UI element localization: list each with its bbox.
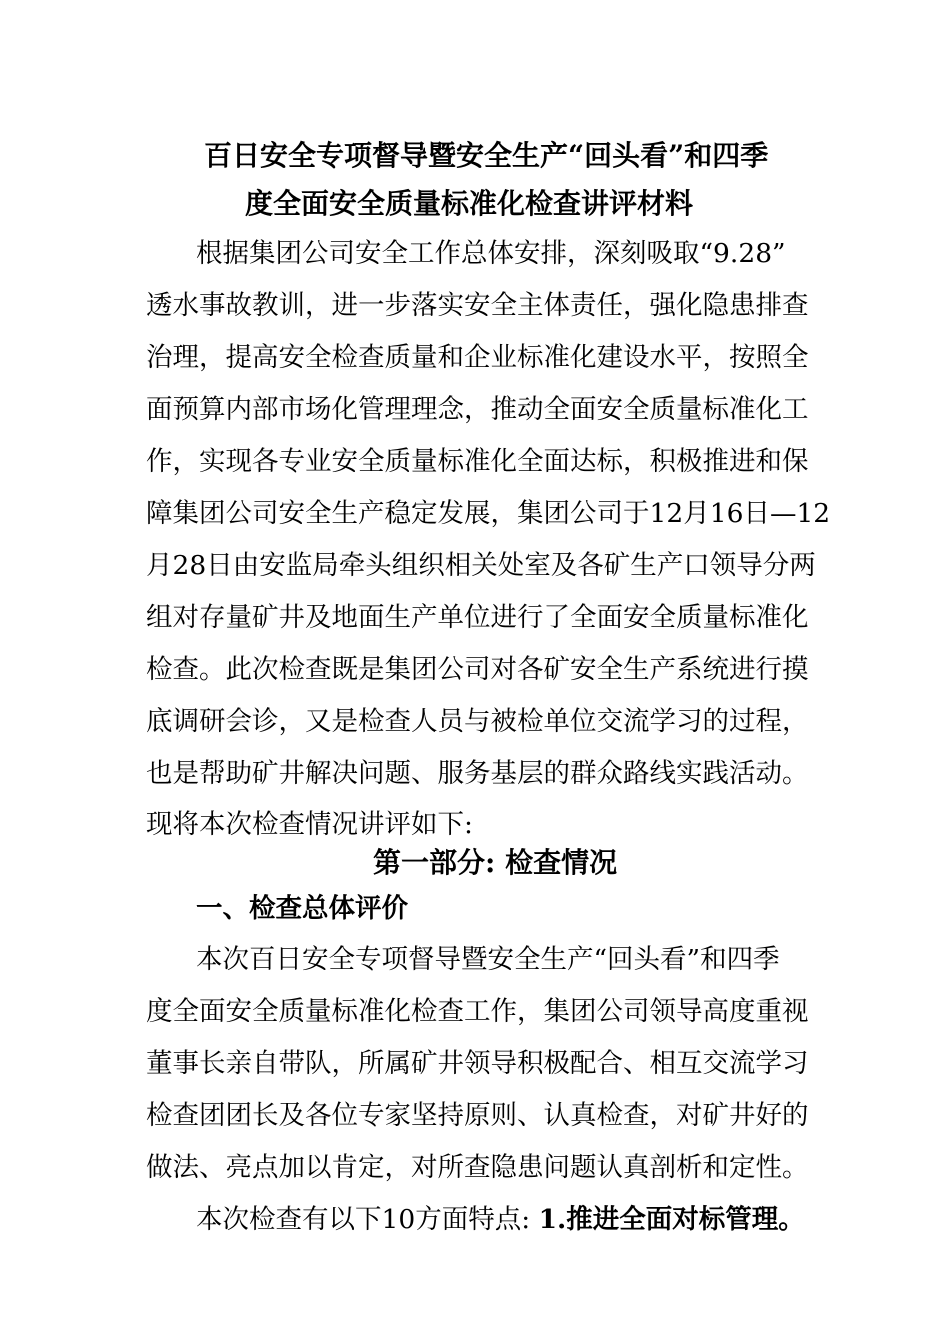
- intro-line-5: 作，实现各专业安全质量标准化全面达标，积极推进和保: [146, 446, 809, 477]
- feature-1-heading: 1.推进全面对标管理。: [538, 1204, 805, 1235]
- features-line: [196, 1203, 805, 1237]
- intro-line-10: 底调研会诊，又是检查人员与被检单位交流学习的过程，: [146, 706, 809, 737]
- intro-line-9: 检查。此次检查既是集团公司对各矿安全生产系统进行摸: [146, 654, 809, 685]
- eval-line-1: 本次百日安全专项督导暨安全生产“回头看”和四季: [196, 944, 780, 975]
- intro-line-3: 治理，提高安全检查质量和企业标准化建设水平，按照全: [146, 342, 809, 373]
- intro-line-11: 也是帮助矿井解决问题、服务基层的群众路线实践活动。: [146, 758, 809, 789]
- document-title-line-1: 百日安全专项督导暨安全生产“回头看”和四季: [204, 139, 769, 172]
- part-heading: 第一部分: 检查情况: [373, 846, 618, 879]
- section-heading: 一、检查总体评价: [196, 893, 408, 924]
- eval-line-3: 董事长亲自带队，所属矿井领导积极配合、相互交流学习: [146, 1048, 809, 1079]
- intro-line-7: 月28日由安监局牵头组织相关处室及各矿生产口领导分两: [146, 550, 816, 581]
- eval-line-4: 检查团团长及各位专家坚持原则、认真检查，对矿井好的: [146, 1100, 809, 1131]
- document-title-line-2: 度全面安全质量标准化检查讲评材料: [245, 187, 694, 220]
- eval-line-5: 做法、亮点加以肯定，对所查隐患问题认真剖析和定性。: [146, 1152, 809, 1183]
- intro-line-2: 透水事故教训，进一步落实安全主体责任，强化隐患排查: [146, 290, 809, 321]
- intro-line-6: 障集团公司安全生产稳定发展，集团公司于12月16日—12: [146, 498, 831, 529]
- intro-line-4: 面预算内部市场化管理理念，推动全面安全质量标准化工: [146, 394, 809, 425]
- features-intro: 本次检查有以下10方面特点:: [196, 1204, 539, 1235]
- intro-line-12: 现将本次检查情况讲评如下:: [146, 809, 473, 840]
- eval-line-2: 度全面安全质量标准化检查工作，集团公司领导高度重视: [146, 996, 809, 1027]
- intro-line-8: 组对存量矿井及地面生产单位进行了全面安全质量标准化: [146, 602, 809, 633]
- intro-line-1: 根据集团公司安全工作总体安排，深刻吸取“9.28”: [196, 238, 786, 269]
